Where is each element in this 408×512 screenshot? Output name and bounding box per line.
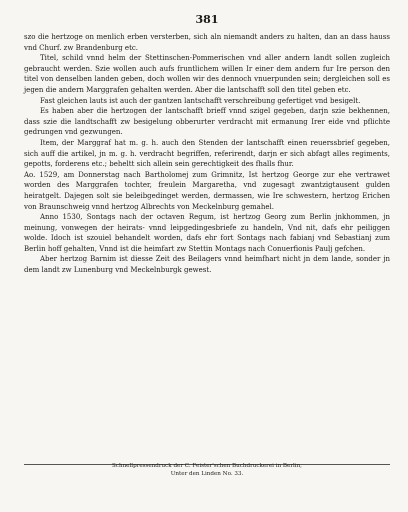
paragraph: Ao. 1529, am Donnerstag nach Bartholomej zum Grimnitz, Ist hertzog George zur ehe vertrawet worden des Marggrafen tochter, freulein Margaretha, vnd zugesagt zwantzigtausent gulden heiratgelt. Dajegen solt sie beleibgedinget werden, dermassen, wie Ire schwestern, hertzog Erichen von Braunschweig vnnd hertzog Albrechts von Meckelnburg gemahel. [24, 170, 390, 211]
footer-line: Schnellpressendruck der C. Feister'schen Buchdruckerei in Berlin, [112, 463, 302, 469]
paragraph: Item, der Marggraf hat m. g. h. auch den Stenden der lantschafft einen reuerssbrief gegeben, sich auff die artikel, jn m. g. h. verdracht begriffen, referirendt, darjn er sich abfagt alles regiments, gepotts, forderens etc.; beheltt sich allein sein gerechtigkeit des fhalls fhur. [24, 138, 390, 169]
paragraph: Aber hertzog Barnim ist diesse Zeit des Beilagers vnnd heimfhart nicht jn dem lande, sonder jn dem landt zw Lunenburg vnd Meckelnburgk gewest. [24, 255, 390, 275]
printer-footer [24, 462, 390, 478]
body-text [24, 32, 390, 276]
paragraph: Titel, schild vnnd helm der Stettinschen-Pommerischen vnd aller andern landt sollen zugleich gebraucht werden. Szie wollen auch aufs fruntlichem willen Ir einer dem andern fur Ire person den titel von denselben landen geben, doch wollen wir des dennoch vnuerpunden sein; dergleichen soll es jegen die andern Marggrafen gehalten werden. Aber die lantschafft soll den titel geben etc. [24, 54, 390, 94]
paragraph: Es haben aber die hertzogen der lantschafft brieff vnnd szigel gegeben, darjn szie bekhennen, dass szie die landtschafft zw besigelung obberurter verdracht mit ermanung Irer eide vnd pflichte gedrungen vnd gezwungen. [24, 107, 390, 137]
paragraph: Anno 1530, Sontags nach der octaven Regum, ist hertzog Georg zum Berlin jnkhommen, jn meinung, vonwegen der heirats- vnnd leipgedingesbriefe zu handeln, Vnd nit, dafs ehr peiliggen wolde. Idoch ist szouiel behandelt worden, dafs ehr fort Sontags nach fabianj vnd Sebastianj zum Berlin hoff gehalten, Vnnd ist die heimfart zw Stettin Montags nach Conuerfionis Paulj gefchen. [24, 213, 390, 253]
paragraph: szo die hertzoge on menlich erben versterben, sich aln niemandt anders zu halten, dan an dass hauss vnd Churf. zw Brandenburg etc. [24, 33, 390, 52]
paragraph: Fast gleichen lauts ist auch der gantzen lantschafft verschreibung gefertiget vnd besigelt. [40, 96, 361, 105]
page-number: 381 [195, 13, 219, 26]
footer-line: Unter den Linden No. 33. [170, 471, 244, 477]
